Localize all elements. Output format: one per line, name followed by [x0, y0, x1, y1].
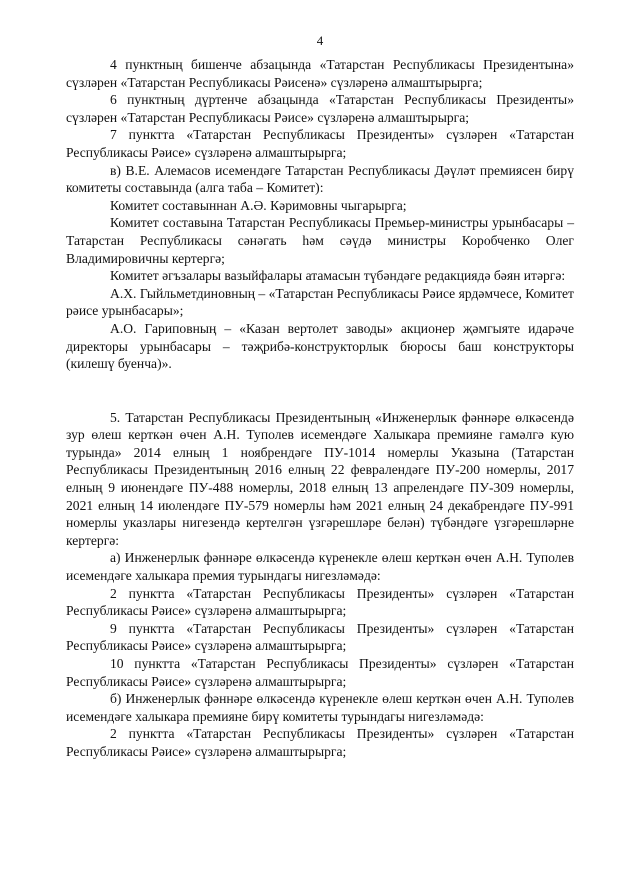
paragraph: Комитет составыннан А.Ә. Кәримовны чыгарырга;: [110, 197, 407, 213]
paragraph: 5. Татарстан Республикасы Президентының «Инженерлык фәннәре өлкәсендә зур өлеш керткән өчен А.Н. Туполев исемендәге Халыкара премияне гамәлгә кую турында» 2014 елның 1 ноябрендәге ПУ-1014 номерлы Указына (Татарстан Республикасы Президентының 2016 елның 22 февралендәге ПУ-200 номерлы, 2017 елның 9 июнендәге ПУ-488 номерлы, 2018 елның 13 апрелендәге ПУ-309 номерлы, 2021 елның 14 июлендәге ПУ-579 номерлы һәм 2021 елның 24 декабрендәге ПУ-991 номерлы указлары нигезендә кертелгән үзгәрешләре белән) түбәндәге үзгәрешләрне кертергә:: [66, 409, 574, 548]
paragraph: 2 пунктта «Татарстан Республикасы Президенты» сүзләрен «Татарстан Республикасы Рәисе» сүзләренә алмаштырырга;: [66, 726, 574, 759]
document-body: [66, 56, 574, 761]
paragraph: в) В.Е. Алемасов исемендәге Татарстан Республикасы Дәүләт премиясен бирү комитеты составында (алга таба – Комитет):: [66, 162, 574, 196]
paragraph: 2 пунктта «Татарстан Республикасы Президенты» сүзләрен «Татарстан Республикасы Рәисе» сүзләренә алмаштырырга;: [66, 585, 574, 619]
paragraph: б) Инженерлык фәннәре өлкәсендә күренекле өлеш керткән өчен А.Н. Туполев исемендәге халыкара премияне бирү комитеты турындагы нигезләмәдә:: [66, 691, 574, 724]
paragraph: Комитет составына Татарстан Республикасы Премьер-министры урынбасары – Татарстан Республикасы сәнәгать һәм сәүдә министры Коробченко Олег Владимировичны кертергә;: [66, 215, 574, 266]
paragraph: 9 пунктта «Татарстан Республикасы Президенты» сүзләрен «Татарстан Республикасы Рәисе» сүзләренә алмаштырырга;: [66, 620, 574, 654]
paragraph: 10 пунктта «Татарстан Республикасы Президенты» сүзләрен «Татарстан Республикасы Рәисе» сүзләренә алмаштырырга;: [66, 656, 574, 689]
paragraph: А.Х. Гыйльметдиновның – «Татарстан Республикасы Рәисе ярдәмчесе, Комитет рәисе урынбасары»;: [66, 285, 574, 319]
paragraph: 7 пунктта «Татарстан Республикасы Президенты» сүзләрен «Татарстан Республикасы Рәисе» сүзләренә алмаштырырга;: [66, 127, 574, 160]
paragraph: Комитет әгъзалары вазыйфалары атамасын түбәндәге редакциядә бәян итәргә:: [110, 268, 566, 284]
paragraph: 6 пунктның дүртенче абзацында «Татарстан Республикасы Президенты» сүзләрен «Татарстан Республикасы Рәисе» сүзләренә алмаштырырга;: [66, 92, 574, 125]
page-number: 4: [316, 33, 324, 48]
section-spacer: [66, 373, 574, 409]
paragraph: 4 пунктның бишенче абзацында «Татарстан Республикасы Президентына» сүзләрен «Татарстан Республикасы Рәисенә» сүзләренә алмаштырырга;: [66, 57, 574, 90]
paragraph: а) Инженерлык фәннәре өлкәсендә күренекле өлеш керткән өчен А.Н. Туполев исемендәге халыкара премия турындагы нигезләмәдә:: [66, 550, 574, 584]
paragraph: А.О. Гариповның – «Казан вертолет заводы» акционер җәмгыяте идарәче директоры урынбасары – тәҗрибә-конструкторлык бюросы баш конструкторы (килешү буенча)».: [66, 320, 574, 372]
